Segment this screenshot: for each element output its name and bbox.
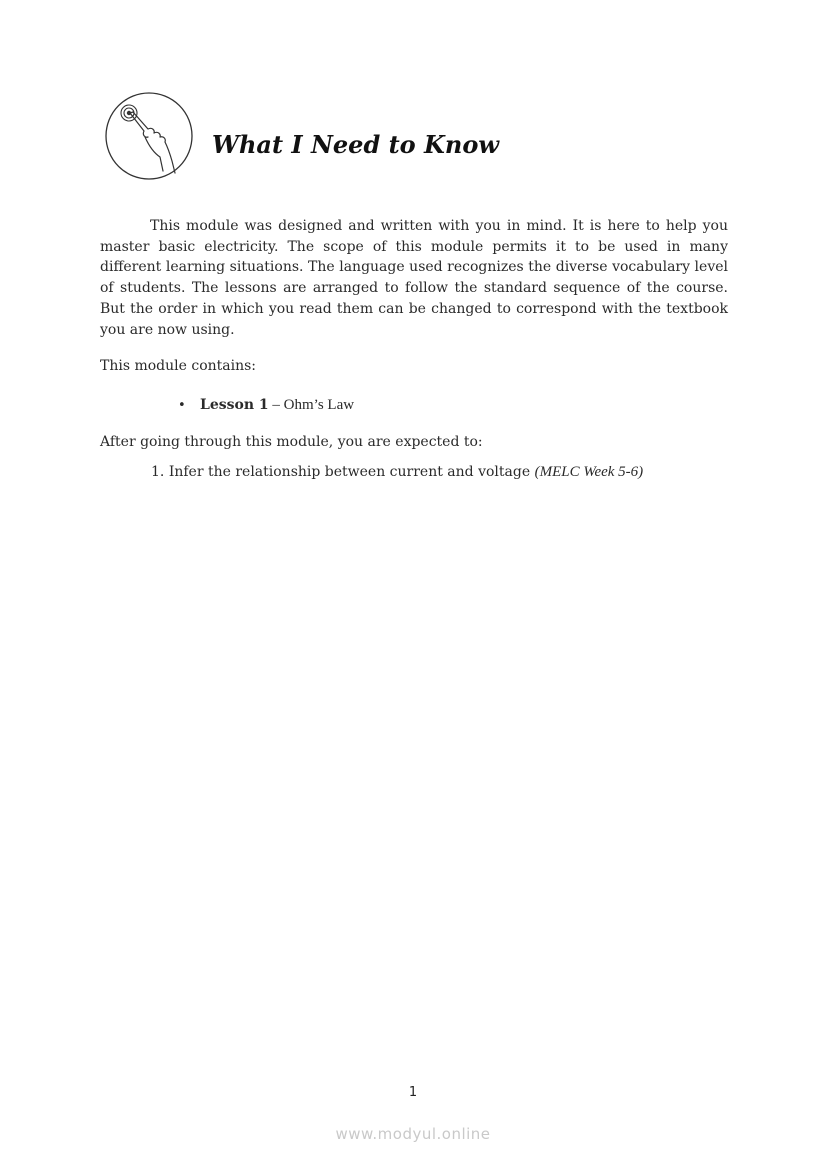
objective-tag: (MELC Week 5-6) [534,464,644,480]
objective-text: Infer the relationship between current and voltage [168,464,531,480]
page-title: What I Need to Know [212,130,500,159]
watermark: www.modyul.online [335,1125,491,1143]
intro-paragraph: This module was designed and written with you in mind. It is here to help you master basic electricity. The scope of this module permits it to be used in many different learning situations. The language used recognizes the diverse vocabulary level of students. The lessons are arranged to follow the standard sequence of the course. But the order in which you read them can be changed to correspond with the textbook you are now using. [100,218,728,338]
list-item-lesson-1 [178,395,354,416]
lesson-label: Lesson 1 [200,397,269,413]
objectives-heading: After going through this module, you are expected to: [100,434,483,450]
lesson-separator: – [268,397,284,413]
objective-item-1 [151,462,643,482]
contents-heading: This module contains: [100,358,257,374]
page-number: 1 [408,1085,418,1100]
touch-hand-icon [104,91,194,181]
bullet-icon: • [178,398,186,413]
objective-number: 1. [151,464,165,480]
lesson-name: Ohm’s Law [283,397,355,413]
